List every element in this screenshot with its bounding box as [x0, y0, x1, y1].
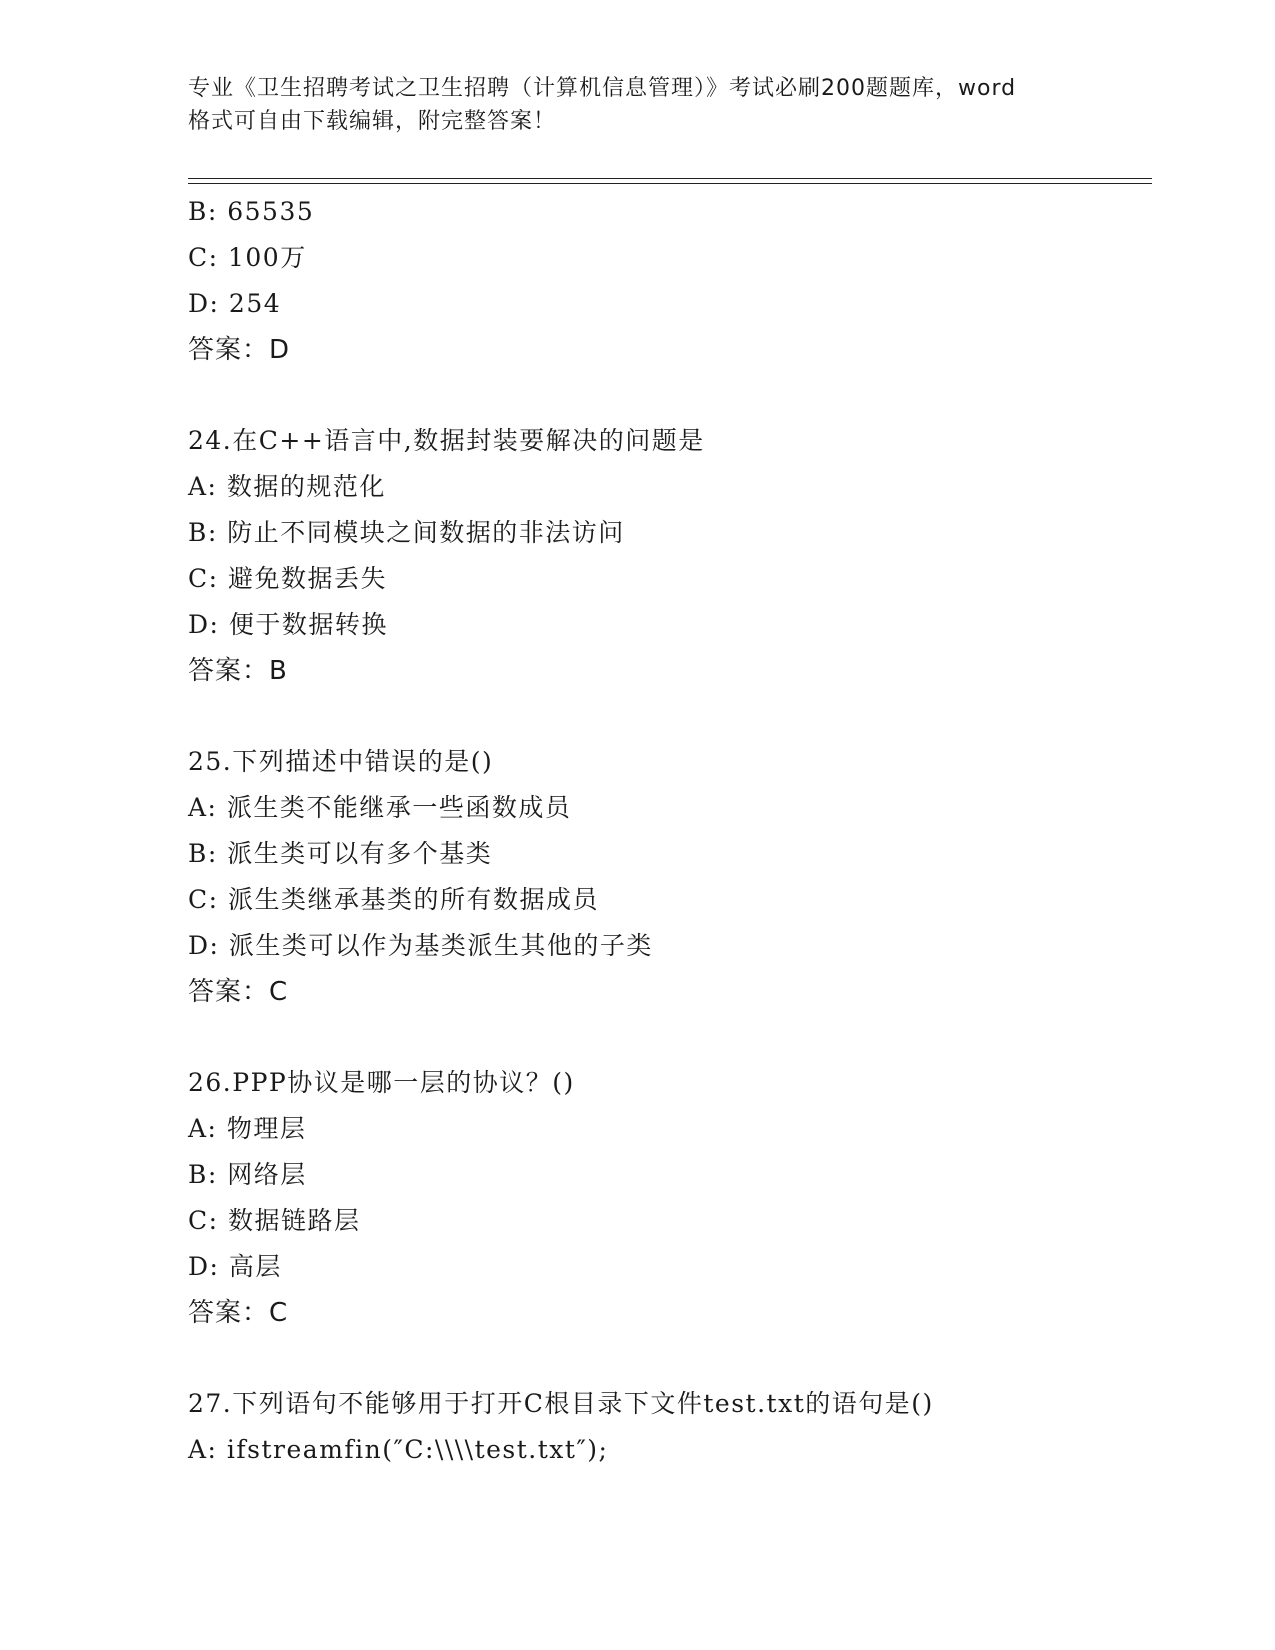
- option-d: D: 派生类可以作为基类派生其他的子类: [188, 931, 653, 960]
- option-a: A: ifstreamfin(″C:\\\\test.txt″);: [188, 1435, 609, 1464]
- option-b: B: 派生类可以有多个基类: [188, 839, 493, 868]
- question-27: [188, 1381, 1148, 1473]
- header-divider-top: [188, 178, 1152, 179]
- option-d: D: 254: [188, 289, 282, 318]
- header-title-line-2: 格式可自由下载编辑，附完整答案！: [188, 109, 557, 134]
- option-b: B: 网络层: [188, 1160, 307, 1189]
- question-text: 24.在C++语言中,数据封装要解决的问题是: [188, 426, 705, 455]
- header-title-line-1: 专业《卫生招聘考试之卫生招聘（计算机信息管理）》考试必刷200题题库，word: [188, 76, 1017, 101]
- question-text: 25.下列描述中错误的是(): [188, 747, 494, 776]
- spacer: [188, 1015, 1148, 1060]
- option-c: C: 避免数据丢失: [188, 564, 387, 593]
- answer-line: 答案：D: [188, 335, 291, 365]
- spacer: [188, 694, 1148, 739]
- question-text: 26.PPP协议是哪一层的协议？(): [188, 1068, 575, 1097]
- header-divider-bottom: [188, 183, 1152, 184]
- option-a: A: 物理层: [188, 1114, 307, 1143]
- question-list: [188, 189, 1148, 1473]
- option-b: B: 防止不同模块之间数据的非法访问: [188, 518, 625, 547]
- question-text: 27.下列语句不能够用于打开C根目录下文件test.txt的语句是(): [188, 1389, 934, 1418]
- document-header: [188, 72, 1088, 138]
- spacer: [188, 1336, 1148, 1381]
- answer-line: 答案：C: [188, 977, 289, 1007]
- option-c: C: 派生类继承基类的所有数据成员: [188, 885, 599, 914]
- answer-line: 答案：C: [188, 1298, 289, 1328]
- answer-line: 答案：B: [188, 656, 288, 686]
- question-26: [188, 1060, 1148, 1336]
- question-24: [188, 418, 1148, 694]
- option-a: A: 派生类不能继承一些函数成员: [188, 793, 572, 822]
- option-a: A: 数据的规范化: [188, 472, 386, 501]
- question-23-continued: [188, 189, 1148, 373]
- option-d: D: 高层: [188, 1252, 282, 1281]
- option-d: D: 便于数据转换: [188, 610, 388, 639]
- question-25: [188, 739, 1148, 1015]
- option-c: C: 数据链路层: [188, 1206, 361, 1235]
- option-c: C: 100万: [188, 243, 307, 272]
- spacer: [188, 373, 1148, 418]
- option-b: B: 65535: [188, 197, 315, 226]
